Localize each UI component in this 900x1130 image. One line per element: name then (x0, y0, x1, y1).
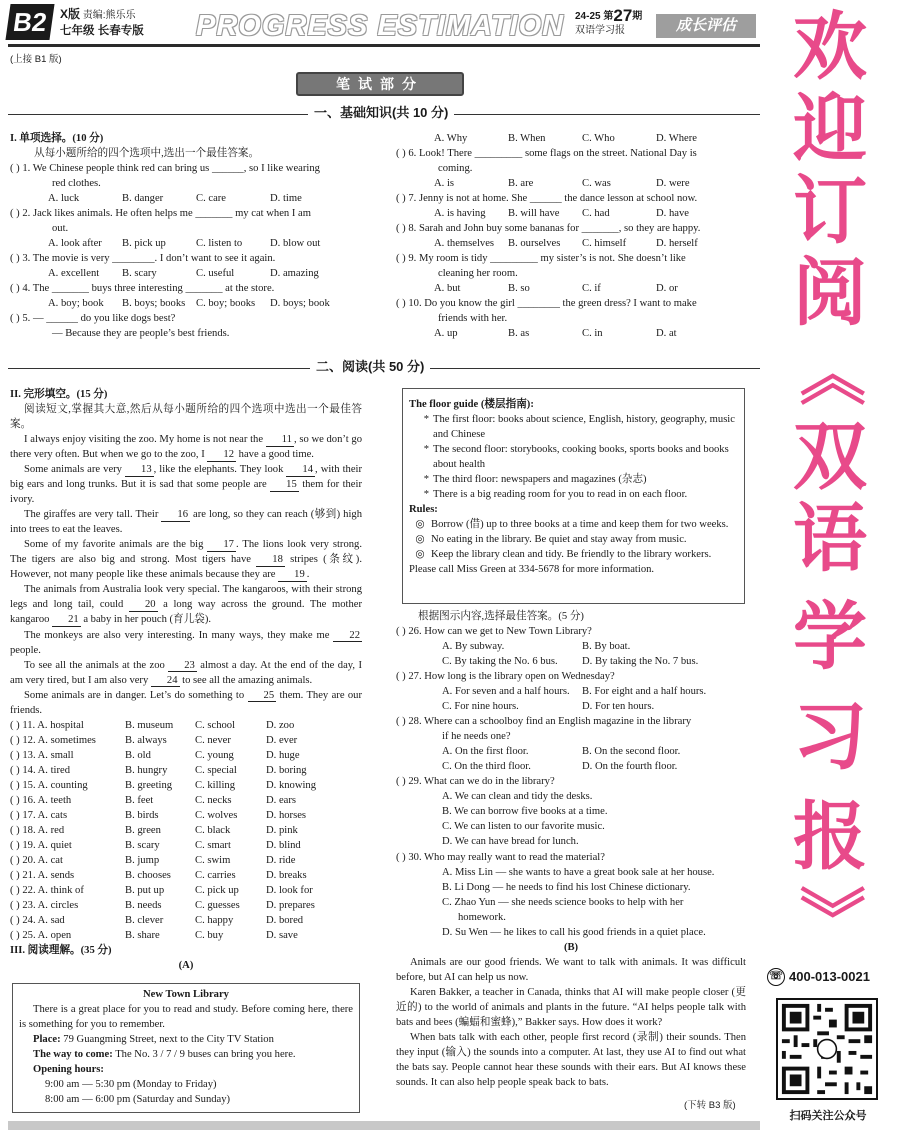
answer-option[interactable]: A. For seven and a half hours. (442, 686, 570, 698)
answer-option[interactable]: B. jump (125, 854, 160, 866)
promo-close-bracket: 》 (792, 885, 869, 951)
question (396, 191, 746, 221)
cloze-paragraph: To see all the animals at the zoo 23 almost a day. At the end of the day, I am very tired, but I am also very 24 to see all the amazing animals. (10, 659, 362, 686)
answer-option[interactable]: B. as (508, 328, 530, 340)
question-stem: ( ) 26. How can we get to New Town Library? (396, 626, 592, 638)
answer-option[interactable]: D. For ten hours. (582, 701, 655, 713)
answer-option[interactable]: B. boys; books (122, 298, 186, 310)
blank-number: 23 (168, 660, 197, 673)
blank-number: 14 (286, 464, 315, 477)
answer-options (396, 176, 746, 191)
header-rule (8, 44, 760, 47)
answer-option[interactable]: D. ever (266, 734, 298, 746)
blank-number: 25 (248, 690, 277, 703)
promo-char: 迎 (793, 86, 867, 172)
question (10, 206, 362, 251)
question (396, 146, 746, 191)
floor-text: There is a big reading room for you to read in on each floor. (433, 489, 688, 501)
answer-option[interactable]: C. smart (195, 839, 231, 851)
library-title: New Town Library (143, 989, 229, 1000)
question-5-options: A. Why B. When C. Who D. Where (434, 133, 697, 144)
answer-option[interactable]: ( ) 11. A. hospital (10, 719, 84, 731)
answer-option[interactable]: B. feet (125, 794, 154, 806)
question-5: ( ) 5. — ______ do you like dogs best? — Because they are people’s best friends. (10, 313, 230, 340)
answer-option-row (396, 759, 746, 774)
question-list (396, 624, 746, 774)
answer-option[interactable]: C. was (582, 178, 611, 190)
question (10, 161, 362, 206)
cloze-paragraph: The animals from Australia look very special. The kangaroos, with their strong legs and long tail, could 20 a long way across the ground. The mother kangaroo 21 a baby in her pouch (育儿袋). (10, 584, 362, 626)
question (10, 281, 362, 311)
answer-options (10, 296, 362, 311)
question-stem: cleaning her room. (438, 268, 518, 280)
qr-code-icon[interactable] (776, 998, 878, 1100)
cloze-option-row (10, 913, 362, 928)
banner-title: PROGRESS ESTIMATION (196, 10, 565, 42)
floor-item (409, 442, 738, 472)
answer-option[interactable]: D. horses (266, 809, 307, 821)
answer-option[interactable]: B. greeting (125, 779, 173, 791)
answer-option[interactable]: B. share (125, 930, 160, 942)
phone-number: 400-013-0021 (789, 969, 870, 984)
answer-option[interactable]: C. necks (195, 794, 232, 806)
answer-option[interactable]: C. school (195, 719, 236, 731)
part-iii-heading: III. 阅读理解。(35 分) (10, 945, 112, 957)
answer-option[interactable]: A. boy; book (48, 298, 104, 310)
floor-text: The first floor: books about science, English, history, geography, music and Chinese (433, 414, 735, 441)
promo-char: 订 (793, 168, 867, 254)
part-ii-instruction: 阅读短文,掌握其大意,然后从每小题所给的四个选项中选出一个最佳答案。 (10, 404, 362, 431)
blank-number: 12 (207, 449, 236, 462)
blank-number: 18 (256, 554, 285, 567)
answer-option-row (396, 744, 746, 759)
section-1-left (10, 131, 362, 341)
answer-option[interactable]: D. By taking the No. 7 bus. (582, 656, 699, 668)
promo-char: 报 (793, 794, 867, 880)
cloze-paragraph: Some animals are in danger. Let’s do something to 25 them. They are our friends. (10, 689, 362, 716)
footer-bar (8, 1121, 760, 1130)
answer-option[interactable]: D. have (656, 208, 689, 220)
answer-option[interactable]: C. young (195, 749, 234, 761)
answer-option[interactable]: D. pink (266, 824, 298, 836)
answer-option-row (396, 684, 746, 699)
blank-number: 11 (266, 434, 294, 447)
answer-option[interactable]: A. luck (48, 193, 80, 205)
answer-option[interactable]: B. scary (122, 268, 157, 280)
answer-option[interactable]: C. if (582, 283, 601, 295)
promo-char: 语 (793, 496, 867, 582)
library-notice (12, 983, 360, 1113)
cloze-paragraph: Some of my favorite animals are the big 17 . The lions look very strong. The tigers are also big and strong. Most tigers have 18 stripes (条纹). However, not many people like these animals because they are 19 . (10, 539, 362, 581)
continued-to-note: (下转 B3 版) (684, 1100, 736, 1111)
floor-list (409, 412, 738, 502)
rule-text: No eating in the library. Be quiet and stay away from music. (431, 534, 687, 546)
answer-option[interactable]: ( ) 19. A. quiet (10, 839, 72, 851)
answer-option[interactable]: D. breaks (266, 870, 307, 881)
edition-info: X版 责编:熊乐乐 (60, 7, 136, 21)
question-30: ( ) 30. Who may really want to read the material? A. Miss Lin — she wants to have a great book sale at her house. B. Li Dong — he needs to find his lost Chinese dictionary. C. Zhao Yun — she needs science books to help with her homework. D. Su Wen — he likes to call his good friends in a quiet place. (396, 851, 715, 938)
section-2-title: 二、阅读(共 50 分) (310, 358, 430, 376)
paper-name: 双语学习报 (575, 25, 625, 36)
answer-option-row (396, 699, 746, 714)
answer-option[interactable]: B. so (508, 283, 530, 295)
answer-option[interactable]: ( ) 22. A. think of (10, 885, 84, 897)
floor-guide-title: The floor guide (楼层指南): (409, 399, 534, 410)
question-stem: if he needs one? (442, 731, 511, 743)
cloze-option-row (10, 853, 362, 868)
answer-option[interactable]: B. By boat. (582, 641, 631, 653)
library-hours-label: Opening hours: (33, 1064, 104, 1076)
question-stem: ( ) 6. Look! There _________ some flags on the street. National Day is (396, 148, 697, 160)
floor-guide (402, 388, 745, 604)
answer-option[interactable]: C. listen to (196, 238, 243, 250)
question (396, 251, 746, 296)
promo-char: 双 (793, 414, 867, 500)
answer-option[interactable]: B. ourselves (508, 238, 561, 250)
library-way: The way to come: The No. 3 / 7 / 9 buses can bring you here. (33, 1049, 296, 1061)
question-list (396, 146, 746, 341)
answer-option[interactable]: B. For eight and a half hours. (582, 686, 707, 698)
answer-option[interactable]: C. had (582, 208, 610, 220)
library-intro: There is a great place for you to read and study. Before coming here, there is something for you to remember. (19, 1004, 353, 1031)
answer-option[interactable]: B. put up (125, 885, 165, 897)
answer-option[interactable]: A. On the first floor. (442, 746, 529, 758)
answer-option[interactable]: A. themselves (434, 238, 495, 250)
question-29: ( ) 29. What can we do in the library? A. We can clean and tidy the desks. B. We can borrow five books at a time. C. We can listen to our favorite music. D. We can have bread for lunch. (396, 776, 608, 848)
cloze-option-row (10, 733, 362, 748)
answer-options (396, 206, 746, 221)
passage-b-label: (B) (563, 941, 579, 953)
blank-number: 17 (207, 539, 236, 552)
answer-option[interactable]: B. On the second floor. (582, 746, 681, 758)
star-icon: * (423, 489, 429, 501)
answer-option[interactable]: D. save (266, 930, 298, 942)
subscription-promo (760, 0, 900, 1130)
answer-option[interactable]: C. guesses (195, 900, 240, 912)
question (396, 221, 746, 251)
answer-option[interactable]: D. or (656, 283, 678, 295)
answer-option[interactable]: B. will have (508, 208, 560, 220)
page-header (0, 0, 760, 46)
question-stem: ( ) 1. We Chinese people think red can bring us ______, so I like wearing (10, 163, 320, 175)
page-badge: B2 (5, 4, 54, 40)
blank-number: 13 (125, 464, 154, 477)
answer-option[interactable]: C. never (195, 734, 231, 746)
answer-option[interactable]: B. birds (125, 809, 159, 821)
answer-option[interactable]: B. hungry (125, 764, 168, 776)
answer-option[interactable]: ( ) 20. A. cat (10, 854, 63, 866)
rule-item (409, 517, 738, 532)
answer-option[interactable]: ( ) 25. A. open (10, 930, 72, 942)
question-stem: ( ) 28. Where can a schoolboy find an English magazine in the library (396, 716, 692, 728)
question (10, 251, 362, 281)
answer-option[interactable]: B. always (125, 734, 167, 746)
issue-number: 24-25 第27期 (575, 6, 643, 25)
question-stem: coming. (438, 163, 473, 175)
answer-option[interactable]: C. carries (195, 870, 236, 881)
answer-option[interactable]: D. time (270, 193, 302, 205)
phone-contact (767, 968, 870, 986)
answer-option[interactable]: D. blind (266, 839, 301, 851)
question-stem: ( ) 10. Do you know the girl ________ the green dress? I want to make (396, 298, 697, 310)
answer-options (396, 236, 746, 251)
answer-option[interactable]: B. museum (125, 719, 174, 731)
answer-option[interactable]: ( ) 23. A. circles (10, 900, 79, 912)
phone-icon: ☏ (767, 968, 785, 986)
question-stem: ( ) 9. My room is tidy _________ my sister’s is not. She doesn’t like (396, 253, 686, 265)
answer-option[interactable]: D. ears (266, 794, 297, 806)
answer-option[interactable]: D. blow out (270, 238, 321, 250)
part-i-instruction: 从每小题所给的四个选项中,选出一个最佳答案。 (34, 148, 260, 160)
rule-item (409, 547, 738, 562)
promo-char: 欢 (793, 4, 867, 90)
answer-option[interactable]: C. buy (195, 930, 224, 942)
floor-text: The second floor: storybooks, cooking books, sports books and books about health (433, 444, 729, 471)
promo-char: 学 (793, 594, 867, 680)
answer-option[interactable]: C. useful (196, 268, 235, 280)
promo-char: 阅 (793, 250, 867, 336)
answer-option[interactable]: A. look after (48, 238, 102, 250)
cloze-passage (10, 432, 362, 718)
answer-option[interactable]: D. were (656, 178, 690, 190)
blank-number: 19 (278, 569, 307, 582)
question-list (10, 161, 362, 311)
cloze-option-row (10, 793, 362, 808)
question-stem: ( ) 4. The _______ buys three interesting _______ at the store. (10, 283, 275, 295)
question (396, 624, 746, 669)
answer-option[interactable]: ( ) 24. A. sad (10, 915, 65, 927)
cloze-paragraph: Some animals are very 13 , like the elephants. They look 14 , with their big ears and long trunks. But it is sad that some people are 15 them for their ivory. (10, 464, 362, 506)
reading-instruction: 根据图示内容,选择最佳答案。(5 分) (418, 611, 584, 622)
answer-option[interactable]: A. is (434, 178, 455, 190)
answer-options (10, 191, 362, 206)
cloze-option-row (10, 778, 362, 793)
passage-a-label: (A) (178, 960, 194, 972)
library-place: Place: 79 Guangming Street, next to the City TV Station (33, 1034, 274, 1046)
blank-number: 20 (129, 599, 158, 612)
answer-option[interactable]: C. special (195, 764, 237, 776)
answer-options (10, 266, 362, 281)
question (396, 714, 746, 774)
blank-number: 24 (151, 675, 180, 688)
answer-options (396, 281, 746, 296)
bullet-icon: ◎ (415, 519, 425, 531)
part-ii-heading: II. 完形填空。(15 分) (10, 389, 108, 400)
answer-option[interactable]: A. By subway. (442, 641, 505, 653)
answer-option[interactable]: D. bored (266, 915, 304, 927)
answer-option[interactable]: ( ) 14. A. tired (10, 764, 71, 776)
qr-caption: 扫码关注公众号 (789, 1109, 867, 1122)
blank-number: 22 (333, 630, 362, 643)
reading-questions (396, 609, 746, 1090)
question (396, 669, 746, 714)
answer-option[interactable]: C. For nine hours. (442, 701, 519, 713)
answer-option[interactable]: D. look for (266, 885, 313, 897)
cloze-option-row (10, 808, 362, 823)
cloze-option-row (10, 868, 362, 883)
answer-option[interactable]: C. killing (195, 779, 236, 791)
library-hours-weekday: 9:00 am — 5:30 pm (Monday to Friday) (45, 1079, 217, 1091)
answer-option[interactable]: A. is having (434, 208, 486, 220)
answer-option[interactable]: D. zoo (266, 719, 295, 731)
cloze-option-row (10, 763, 362, 778)
answer-option[interactable]: C. in (582, 328, 603, 340)
question-stem: out. (52, 223, 69, 235)
bullet-icon: ◎ (415, 549, 425, 561)
cloze-option-row (10, 883, 362, 898)
cloze-option-row (10, 838, 362, 853)
floor-item (409, 472, 738, 487)
cloze-paragraph: The monkeys are also very interesting. In many ways, they make me 22 people. (10, 629, 360, 656)
cloze-option-row (10, 718, 362, 733)
section-1-right (396, 131, 746, 341)
answer-option[interactable]: ( ) 15. A. counting (10, 779, 88, 791)
answer-option[interactable]: B. old (125, 749, 151, 761)
question-stem: ( ) 3. The movie is very ________. I don’t want to see it again. (10, 253, 276, 265)
grade-label: 七年级 长春专版 (60, 25, 144, 37)
question-stem: red clothes. (52, 178, 101, 190)
answer-option[interactable]: D. On the fourth floor. (582, 761, 678, 773)
section-1-title: 一、基础知识(共 10 分) (308, 104, 454, 122)
answer-option[interactable]: C. happy (195, 915, 234, 927)
answer-option[interactable]: ( ) 16. A. teeth (10, 794, 72, 806)
cloze-option-row (10, 898, 362, 913)
answer-option[interactable]: B. pick up (122, 238, 166, 250)
column-title: 成长评估 (656, 14, 756, 38)
cloze-options (10, 718, 362, 943)
cloze-paragraph: I always enjoy visiting the zoo. My home is not near the 11 , so we don’t go there very often. But when we go to the zoo, I 12 have a good time. (10, 434, 362, 461)
answer-option[interactable]: ( ) 12. A. sometimes (10, 734, 96, 746)
question-stem: ( ) 27. How long is the library open on Wednesday? (396, 671, 615, 683)
answer-option-row (396, 654, 746, 669)
answer-options (396, 326, 746, 341)
star-icon: * (423, 474, 429, 486)
passage-b: Animals are our good friends. We want to talk with animals. It was difficult before, but AI can help us now. Karen Bakker, a teacher in Canada, thinks that AI will make people closer (更近的) to the world of animals and plants in the future. “AI helps people talk with bats and bees (蝙蝠和蜜蜂),” Bakker says. How does it work? When bats talk with each other, people first record (录制) their sounds. Then they input (输入) the sounds into a computer. At last, they use AI to find out what the bats say. People cannot hear these sounds with their ears. But AI knows these sounds. It can also help people speak back to bats. (396, 956, 746, 1088)
library-hours-weekend: 8:00 am — 6:00 pm (Saturday and Sunday) (45, 1094, 231, 1106)
question-stem: friends with her. (438, 313, 508, 325)
cloze-option-row (10, 928, 362, 943)
blank-number: 21 (52, 614, 81, 627)
answer-option[interactable]: B. needs (125, 900, 162, 912)
rule-text: Borrow (借) up to three books at a time and keep them for two weeks. (431, 519, 729, 531)
answer-option[interactable]: A. excellent (48, 268, 100, 280)
answer-option[interactable]: A. up (434, 328, 458, 340)
part-i-heading: I. 单项选择。(10 分) (10, 133, 104, 144)
star-icon: * (423, 414, 429, 426)
answer-option[interactable]: C. boy; books (196, 298, 256, 310)
promo-char: 习 (793, 694, 867, 780)
answer-option[interactable]: B. clever (125, 915, 164, 927)
star-icon: * (423, 444, 429, 456)
question-stem: ( ) 2. Jack likes animals. He often helps me _______ my cat when I am (10, 208, 311, 220)
answer-option[interactable]: C. pick up (195, 885, 239, 897)
question-stem: ( ) 7. Jenny is not at home. She ______ the dance lesson at school now. (396, 193, 698, 205)
question (396, 296, 746, 341)
answer-option[interactable]: D. amazing (270, 268, 319, 280)
rule-item (409, 532, 738, 547)
answer-option[interactable]: C. By taking the No. 6 bus. (442, 656, 558, 668)
cloze-option-row (10, 748, 362, 763)
answer-option[interactable]: B. green (125, 824, 161, 836)
answer-option[interactable]: ( ) 18. A. red (10, 824, 65, 836)
blank-number: 16 (161, 509, 190, 522)
part-title: 笔试部分 (296, 72, 464, 96)
answer-option[interactable]: D. ride (266, 854, 296, 866)
rules-label: Rules: (409, 504, 438, 516)
answer-option[interactable]: C. swim (195, 854, 231, 866)
floor-item (409, 487, 738, 502)
answer-options (10, 236, 362, 251)
answer-option-row (396, 639, 746, 654)
answer-option[interactable]: D. knowing (266, 779, 317, 791)
answer-option[interactable]: A. but (434, 283, 461, 295)
promo-open-bracket: 《 (792, 340, 869, 406)
answer-option[interactable]: B. danger (122, 193, 164, 205)
answer-option[interactable]: ( ) 17. A. cats (10, 809, 68, 821)
answer-option[interactable]: D. prepares (266, 900, 315, 912)
blank-number: 15 (270, 479, 299, 492)
answer-option[interactable]: B. chooses (125, 870, 171, 881)
answer-option[interactable]: C. black (195, 824, 231, 836)
cloze-option-row (10, 823, 362, 838)
rules-list (409, 517, 738, 562)
answer-option[interactable]: C. On the third floor. (442, 761, 531, 773)
floor-item (409, 412, 738, 442)
rule-text: Keep the library clean and tidy. Be friendly to the library workers. (431, 549, 712, 561)
answer-option[interactable]: C. himself (582, 238, 627, 250)
answer-option[interactable]: D. huge (266, 749, 300, 761)
answer-option[interactable]: D. herself (656, 238, 698, 250)
contact-info: Please call Miss Green at 334-5678 for more information. (409, 564, 655, 576)
floor-text: The third floor: newspapers and magazines (杂志) (433, 474, 647, 486)
question-stem: ( ) 8. Sarah and John buy some bananas for _______, so they are happy. (396, 223, 701, 235)
answer-option[interactable]: C. care (196, 193, 226, 205)
answer-option[interactable]: B. are (508, 178, 534, 190)
cloze-section (10, 387, 362, 973)
answer-option[interactable]: ( ) 13. A. small (10, 749, 74, 761)
answer-option[interactable]: D. boring (266, 764, 307, 776)
answer-option[interactable]: ( ) 21. A. sends (10, 870, 75, 881)
continued-from-note: (上接 B1 版) (10, 54, 62, 65)
answer-option[interactable]: C. wolves (195, 809, 238, 821)
bullet-icon: ◎ (415, 534, 425, 546)
answer-option[interactable]: D. boys; book (270, 298, 330, 310)
cloze-paragraph: The giraffes are very tall. Their 16 are long, so they can reach (够到) high into trees to eat the leaves. (10, 509, 362, 536)
answer-option[interactable]: D. at (656, 328, 677, 340)
answer-option[interactable]: B. scary (125, 839, 160, 851)
